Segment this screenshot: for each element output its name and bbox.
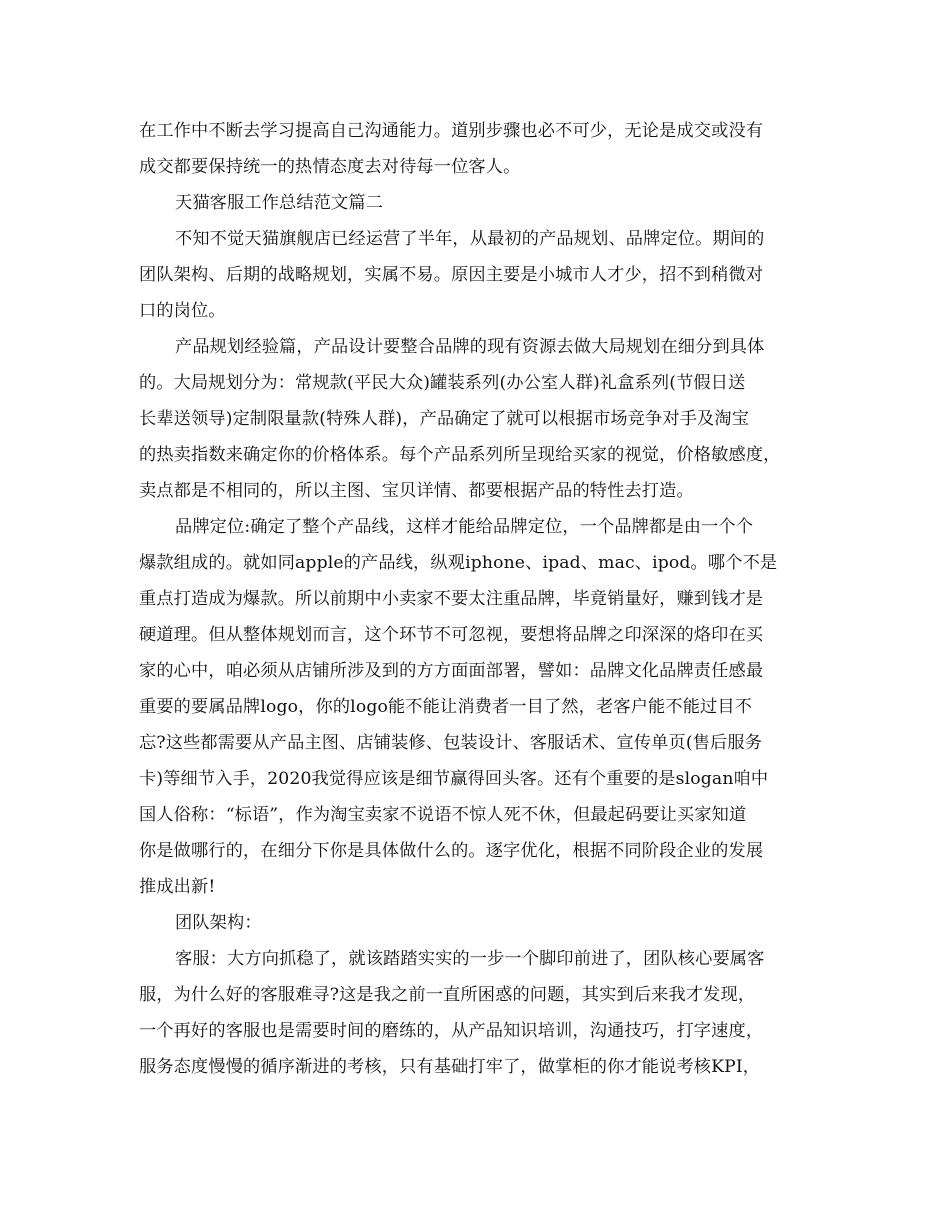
body-text-line: 在工作中不断去学习提高自己沟通能力。道别步骤也必不可少，无论是成交或没有	[139, 121, 764, 141]
body-text-line: 你是做哪行的，在细分下你是具体做什么的。逐字优化，根据不同阶段企业的发展	[139, 841, 764, 861]
body-text-line: 家的心中，咱必须从店铺所涉及到的方方面面部署，譬如：品牌文化品牌责任感最	[139, 661, 764, 681]
body-text-line: 服，为什么好的客服难寻?这是我之前一直所困惑的问题，其实到后来我才发现，	[139, 985, 756, 1005]
body-text-line: 团队架构、后期的战略规划，实属不易。原因主要是小城市人才少，招不到稍微对	[139, 265, 764, 285]
body-text-line: 卖点都是不相同的，所以主图、宝贝详情、都要根据产品的特性去打造。	[139, 481, 694, 501]
body-text-line: 卡)等细节入手，2020我觉得应该是细节赢得回头客。还有个重要的是slogan咱中	[139, 769, 769, 789]
body-text-line: 国人俗称：“标语”，作为淘宝卖家不说语不惊人死不休，但最起码要让买家知道	[139, 805, 747, 825]
section-heading: 天猫客服工作总结范文篇二	[175, 193, 384, 213]
body-text-line: 服务态度慢慢的循序渐进的考核，只有基础打牢了，做掌柜的你才能说考核KPI，	[139, 1057, 761, 1077]
body-text-line: 的。大局规划分为：常规款(平民大众)罐装系列(办公室人群)礼盒系列(节假日送	[139, 373, 746, 393]
body-text-line: 忘?这些都需要从产品主图、店铺装修、包装设计、客服话术、宣传单页(售后服务	[139, 733, 763, 753]
body-text-line: 品牌定位:确定了整个产品线，这样才能给品牌定位，一个品牌都是由一个个	[175, 517, 754, 537]
body-text-line: 的热卖指数来确定你的价格体系。每个产品系列所呈现给买家的视觉，价格敏感度，	[139, 445, 781, 465]
body-text-line: 爆款组成的。就如同apple的产品线，纵观iphone、ipad、mac、ipod。哪个不是	[139, 553, 778, 573]
body-text-line: 重要的要属品牌logo，你的logo能不能让消费者一目了然，老客户能不能过目不	[139, 697, 753, 717]
body-text-line: 重点打造成为爆款。所以前期中小卖家不要太注重品牌，毕竟销量好，赚到钱才是	[139, 589, 764, 609]
body-text-line: 成交都要保持统一的热情态度去对待每一位客人。	[139, 157, 521, 177]
body-text-line: 硬道理。但从整体规划而言，这个环节不可忽视，要想将品牌之印深深的烙印在买	[139, 625, 764, 645]
body-text-line: 一个再好的客服也是需要时间的磨练的，从产品知识培训，沟通技巧，打字速度，	[139, 1021, 764, 1041]
body-text-line: 产品规划经验篇，产品设计要整合品牌的现有资源去做大局规划在细分到具体	[175, 337, 765, 357]
body-text-line: 长辈送领导)定制限量款(特殊人群)，产品确定了就可以根据市场竞争对手及淘宝	[139, 409, 750, 429]
body-text-line: 客服：大方向抓稳了，就该踏踏实实的一步一个脚印前进了，团队核心要属客	[175, 949, 765, 969]
section-heading: 团队架构：	[175, 913, 262, 933]
body-text-line: 不知不觉天猫旗舰店已经运营了半年，从最初的产品规划、品牌定位。期间的	[175, 229, 765, 249]
body-text-line: 推成出新!	[139, 877, 216, 897]
body-text-line: 口的岗位。	[139, 301, 226, 321]
